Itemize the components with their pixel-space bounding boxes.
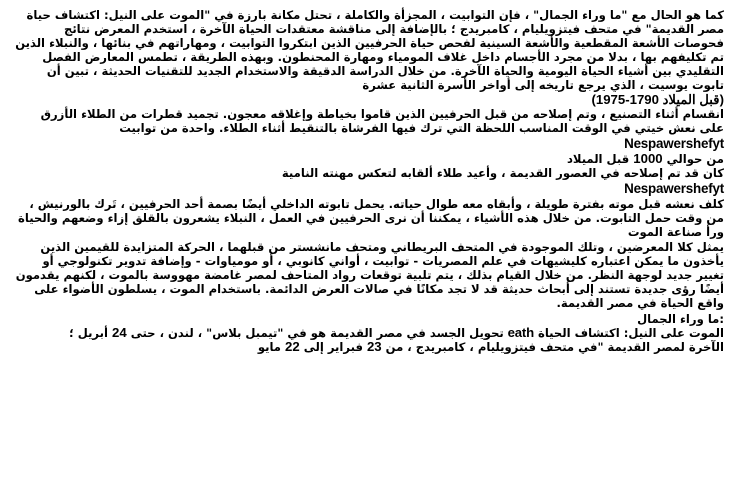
- paragraph-repaired-text: كان قد تم إصلاحه في العصور القديمة ، وأعيد طلاء ألقابه لتعكس مهنته النامية: [281, 166, 724, 181]
- paragraph-beyond-beauty: [14, 312, 724, 326]
- paragraph-date-1000: [14, 152, 724, 180]
- exhibition-line-1-a: الموت على النيل: اكتشاف الحياة: [533, 326, 724, 341]
- paragraph-coffin-commission-text: كلف نعشه قبل موته بفترة طويلة ، وأبقاه معه طوال حياته. يحمل تابوته الداخلي أيضًا بصمة أحد الحرفيين ، تَرك بالورنيش ، من وقت حمل التابوت. من خلال هذه الأشياء ، يمكننا أن نرى الحرفيين في العمل ، النبلاء يشعرون بالقلق إزاء وضعهم والحياة ورأ صناعة الموت: [18, 197, 724, 240]
- paragraph-exhibitions-text: يمثل كلا المعرضين ، وتلك الموجودة في المتحف البريطاني ومتحف مانشستر من قبلهما ، الحركة المتزايدة للقيمين الذين يأخذون ما يمكن اعتباره كليشيهات في علم المصريات - توابيت ، أواني كانوبي ، أو مومياوات - وإضافة تدوير تكنولوجي أو تغيير جديد لوجهة النظر. من خلال القيام بذلك ، يتم تلبية توقعات رواد المتاحف لمصر غامضة مهووسة بالموت ، لكنهم يقدمون أيضًا رؤى جديدة تستند إلى أبحاث حديثة قد لا تجد مكانًا في صالات العرض الدائمة. باستخدام الموت ، يسلطون الأضواء على واقع الحياة في مصر القديمة.: [15, 239, 724, 310]
- paragraph-exhibition-dates: [14, 326, 724, 354]
- paragraph-repairs: [14, 107, 724, 135]
- name-heading-2: [14, 182, 724, 196]
- paragraph-intro-text: كما هو الحال مع "ما وراء الجمال" ، فإن التوابيت ، المجزأة والكاملة ، تحتل مكانة بارزة في "الموت على النيل: اكتشاف حياة مصر القديمة" في متحف فيتزويليام ، كامبريدج ؛ بالإضافة إلى مناقشة معتقدات الحياة الآخرة ، استخدم المعرض نتائج فحوصات الأشعة المقطعية والأشعة السينية لفحص حياة الحرفيين الذين ابتكروا التوابيت ، ومهاراتهم في بنائها ، والنبلاء الذين تم تكليفهم بها ، بدلا من مجرد الأجسام داخل غلاف المومياء ومهارة المحنطون. وبهذه الطريقة ، تطمس المعارض الفصل التقليدي بين أشياء الحياة اليومية والحياة الآخرة. من خلال الدراسة الدقيقة والاستخدام الجديد للتقنيات الحديثة ، تبين أن تابوت يوسيت ، الذي يرجع تاريخه إلى أواخر الأسرة الثانية عشرة: [15, 8, 724, 93]
- paragraph-date-1000-suffix: قبل الميلاد: [566, 151, 634, 166]
- exhibition-line-2-c: مايو: [257, 340, 286, 355]
- exhibition-date-23: 23: [366, 339, 382, 355]
- exhibition-date-24: 24: [112, 325, 127, 341]
- year-1000: 1000: [633, 150, 663, 166]
- paragraph-coffin-commission: [14, 197, 724, 239]
- paragraph-intro: [14, 8, 724, 107]
- name-heading-1-text: Nespawershefyt: [624, 135, 724, 151]
- exhibition-line-1-c: أبريل ؛: [69, 326, 113, 341]
- name-heading-1: [14, 137, 724, 151]
- paragraph-date-1000-prefix: من حوالي: [662, 151, 724, 166]
- paragraph-exhibitions: [14, 240, 724, 310]
- paragraph-repairs-text: انقسام أثناء التصنيع ، وتم إصلاحه من قبل الحرفيين الذين قاموا بخياطة وإغلاقه معجون. تجميد قطرات من الطلاء الأزرق على نعش خيتي في الوقت المناسب اللحظة التي ترك فيها الفرشاة بالتنقيط أثناء الطلاء. واحدة من توابيت: [40, 106, 724, 135]
- exhibition-word-eath: eath: [507, 325, 534, 341]
- exhibition-line-2-b: فبراير إلى: [299, 340, 367, 355]
- paragraph-beyond-beauty-text: :ما وراء الجمال: [637, 311, 724, 326]
- exhibition-line-1-b: تحويل الجسد في مصر القديمة هو في "تيمبل بلاس" ، لندن ، حتى: [126, 326, 508, 341]
- date-range: (قبل الميلاد 1790-1975): [591, 91, 724, 107]
- article-body: [14, 8, 724, 354]
- exhibition-line-2-a: الآخرة لمصر القديمة "في متحف فيتزويليام ، كامبريدج ، من: [381, 340, 724, 355]
- exhibition-date-22: 22: [285, 339, 300, 355]
- name-heading-2-text: Nespawershefyt: [624, 181, 724, 197]
